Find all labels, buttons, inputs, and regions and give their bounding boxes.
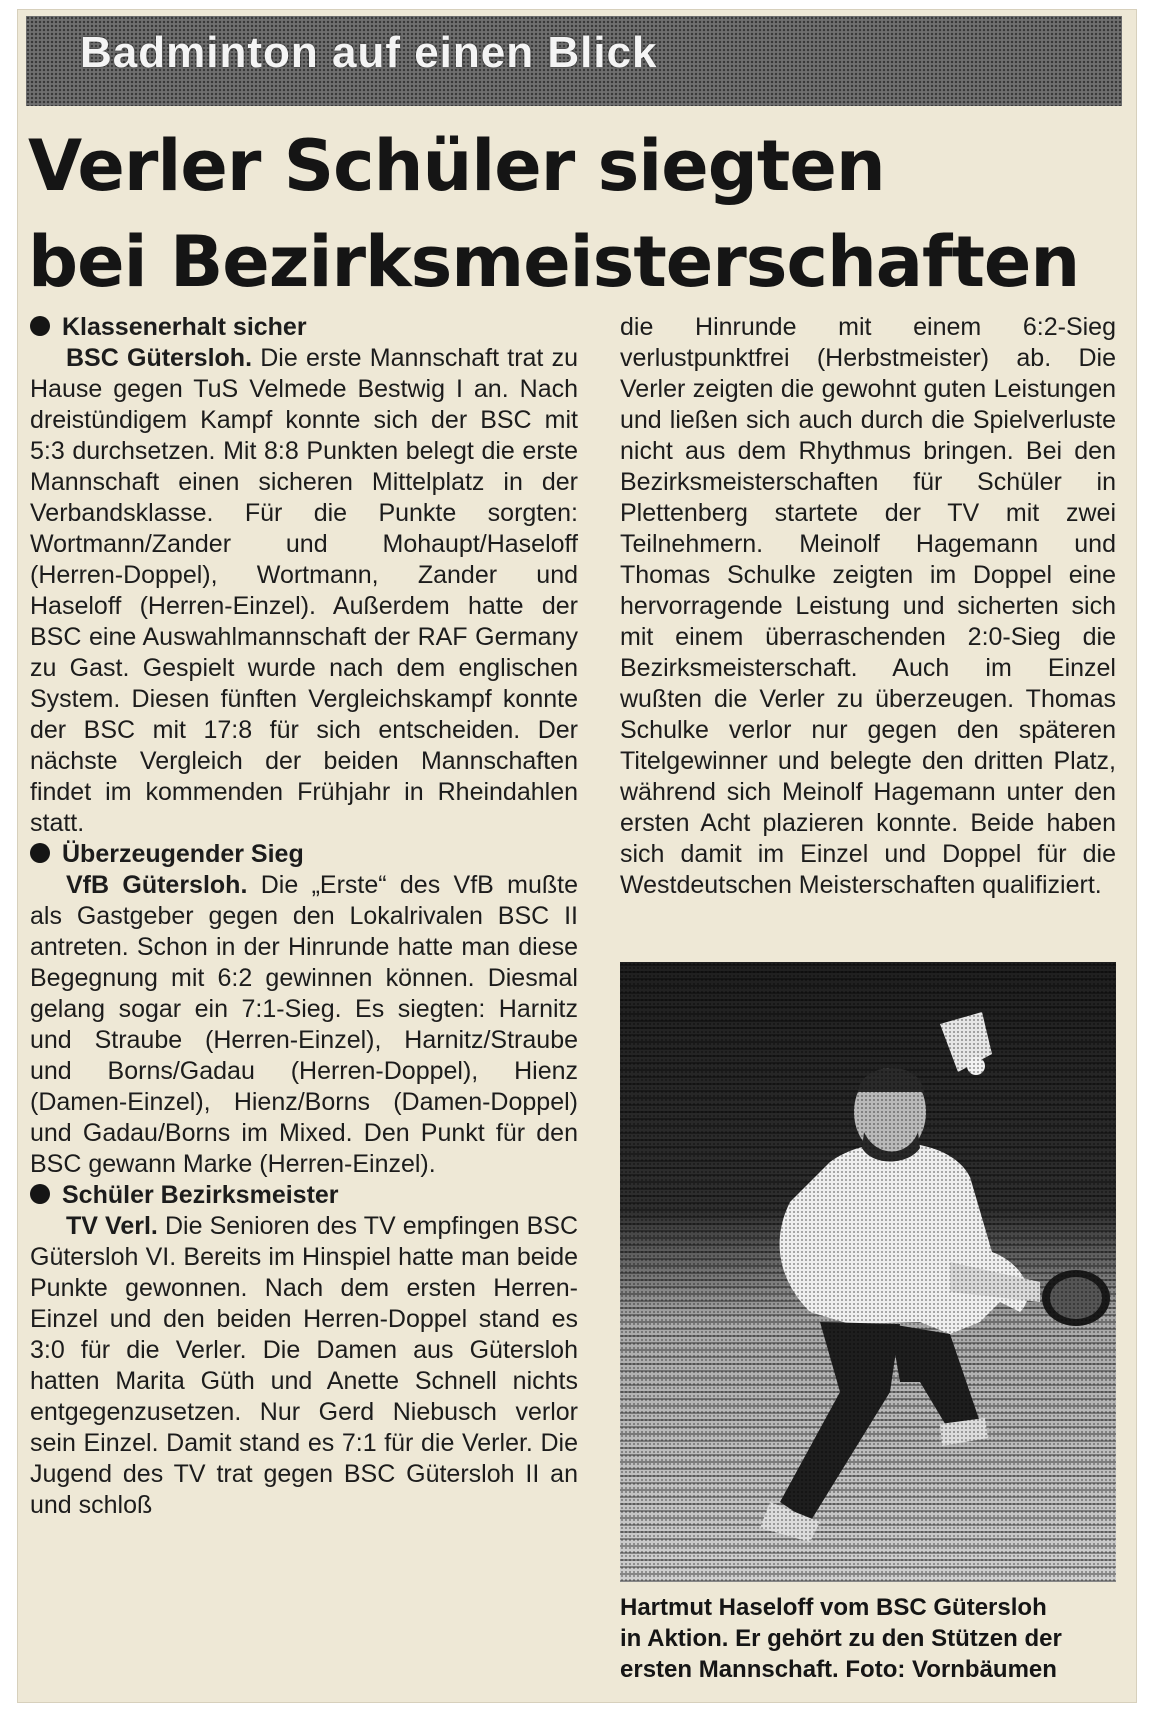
- article-column-right: [620, 312, 1116, 901]
- headline: [28, 118, 1128, 310]
- article-column-left: [30, 312, 578, 1521]
- section-paragraph-3: TV Verl. Die Senioren des TV empfingen BSC Gütersloh VI. Bereits im Hinspiel hatte man beide Punkte gewonnen. Nach dem ersten Herren-Einzel und den beiden Herren-Doppel stand es 3:0 für die Verler. Die Damen aus Gütersloh hatten Marita Güth und Anette Schnell nichts entgegenzusetzen. Nur Gerd Niebusch verlor sein Einzel. Damit stand es 7:1 für die Verler. Die Jugend des TV trat gegen BSC Gütersloh II an und schloß: [30, 1212, 578, 1519]
- caption-line-3: ersten Mannschaft. Foto: Vornbäumen: [620, 1656, 1057, 1683]
- section-banner: [26, 16, 1122, 106]
- badminton-player-photo: [620, 962, 1116, 1582]
- section-heading-2: Überzeugender Sieg: [30, 839, 578, 870]
- bullet-icon: [30, 843, 50, 863]
- caption-line-1: Hartmut Haseloff vom BSC Gütersloh: [620, 1594, 1047, 1621]
- section-heading-1: Klassenerhalt sicher: [30, 312, 578, 343]
- section-lead-1: BSC Gütersloh.: [66, 344, 253, 372]
- photo-caption: [620, 1592, 1120, 1685]
- section-paragraph-2: VfB Gütersloh. Die „Erste“ des VfB mußte als Gastgeber gegen den Lokalrivalen BSC II antreten. Schon in der Hinrunde hatte man diese Begegnung mit 6:2 gewinnen können. Diesmal gelang sogar ein 7:1-Sieg. Es siegten: Harnitz und Straube (Herren-Einzel), Harnitz/Straube und Borns/Gadau (Herren-Doppel), Hienz (Damen-Einzel), Hienz/Borns (Damen-Doppel) und Gadau/Borns im Mixed. Den Punkt für den BSC gewann Marke (Herren-Einzel).: [30, 871, 579, 1178]
- newspaper-clipping: [18, 10, 1136, 1702]
- bullet-icon: [30, 1184, 50, 1204]
- headline-line-2: bei Bezirksmeisterschaften: [28, 221, 1080, 303]
- banner-title: Badminton auf einen Blick: [80, 28, 658, 77]
- caption-line-2: in Aktion. Er gehört zu den Stützen der: [620, 1625, 1062, 1652]
- section-lead-3: TV Verl.: [66, 1212, 158, 1240]
- section-lead-2: VfB Gütersloh.: [66, 871, 248, 899]
- bullet-icon: [30, 316, 50, 336]
- headline-line-1: Verler Schüler siegten: [28, 125, 885, 207]
- section-heading-3: Schüler Bezirksmeister: [30, 1180, 578, 1211]
- section-paragraph-1: BSC Gütersloh. Die erste Mannschaft trat zu Hause gegen TuS Velmede Bestwig I an. Nach dreistündigem Kampf konnte sich der BSC mit 5:3 durchsetzen. Mit 8:8 Punkten belegt die erste Mannschaft einen sicheren Mittelplatz in der Verbandsklasse. Für die Punkte sorgten: Wortmann/Zander und Mohaupt/Haseloff (Herren-Doppel), Wortmann, Zander und Haseloff (Herren-Einzel). Außerdem hatte der BSC eine Auswahlmannschaft der RAF Germany zu Gast. Gespielt wurde nach dem englischen System. Diesen fünften Vergleichskampf konnte der BSC mit 17:8 für sich entscheiden. Der nächste Vergleich der beiden Mannschaften findet im kommenden Frühjahr in Rheindahlen statt.: [30, 344, 578, 837]
- continuation-paragraph: die Hinrunde mit einem 6:2-Sieg verlustpunktfrei (Herbstmeister) ab. Die Verler zeigten die gewohnt guten Leistungen und ließen sich auch durch die Spielverluste nicht aus dem Rhythmus bringen. Bei den Bezirksmeisterschaften für Schüler in Plettenberg startete der TV mit zwei Teilnehmern. Meinolf Hagemann und Thomas Schulke zeigten im Doppel eine hervorragende Leistung und sicherten sich mit einem überraschenden 2:0-Sieg die Bezirksmeisterschaft. Auch im Einzel wußten die Verler zu überzeugen. Thomas Schulke verlor nur gegen den späteren Titelgewinner und belegte den dritten Platz, während sich Meinolf Hagemann unter den ersten Acht plazieren konnte. Beide haben sich damit im Einzel und Doppel für die Westdeutschen Meisterschaften qualifiziert.: [620, 313, 1116, 899]
